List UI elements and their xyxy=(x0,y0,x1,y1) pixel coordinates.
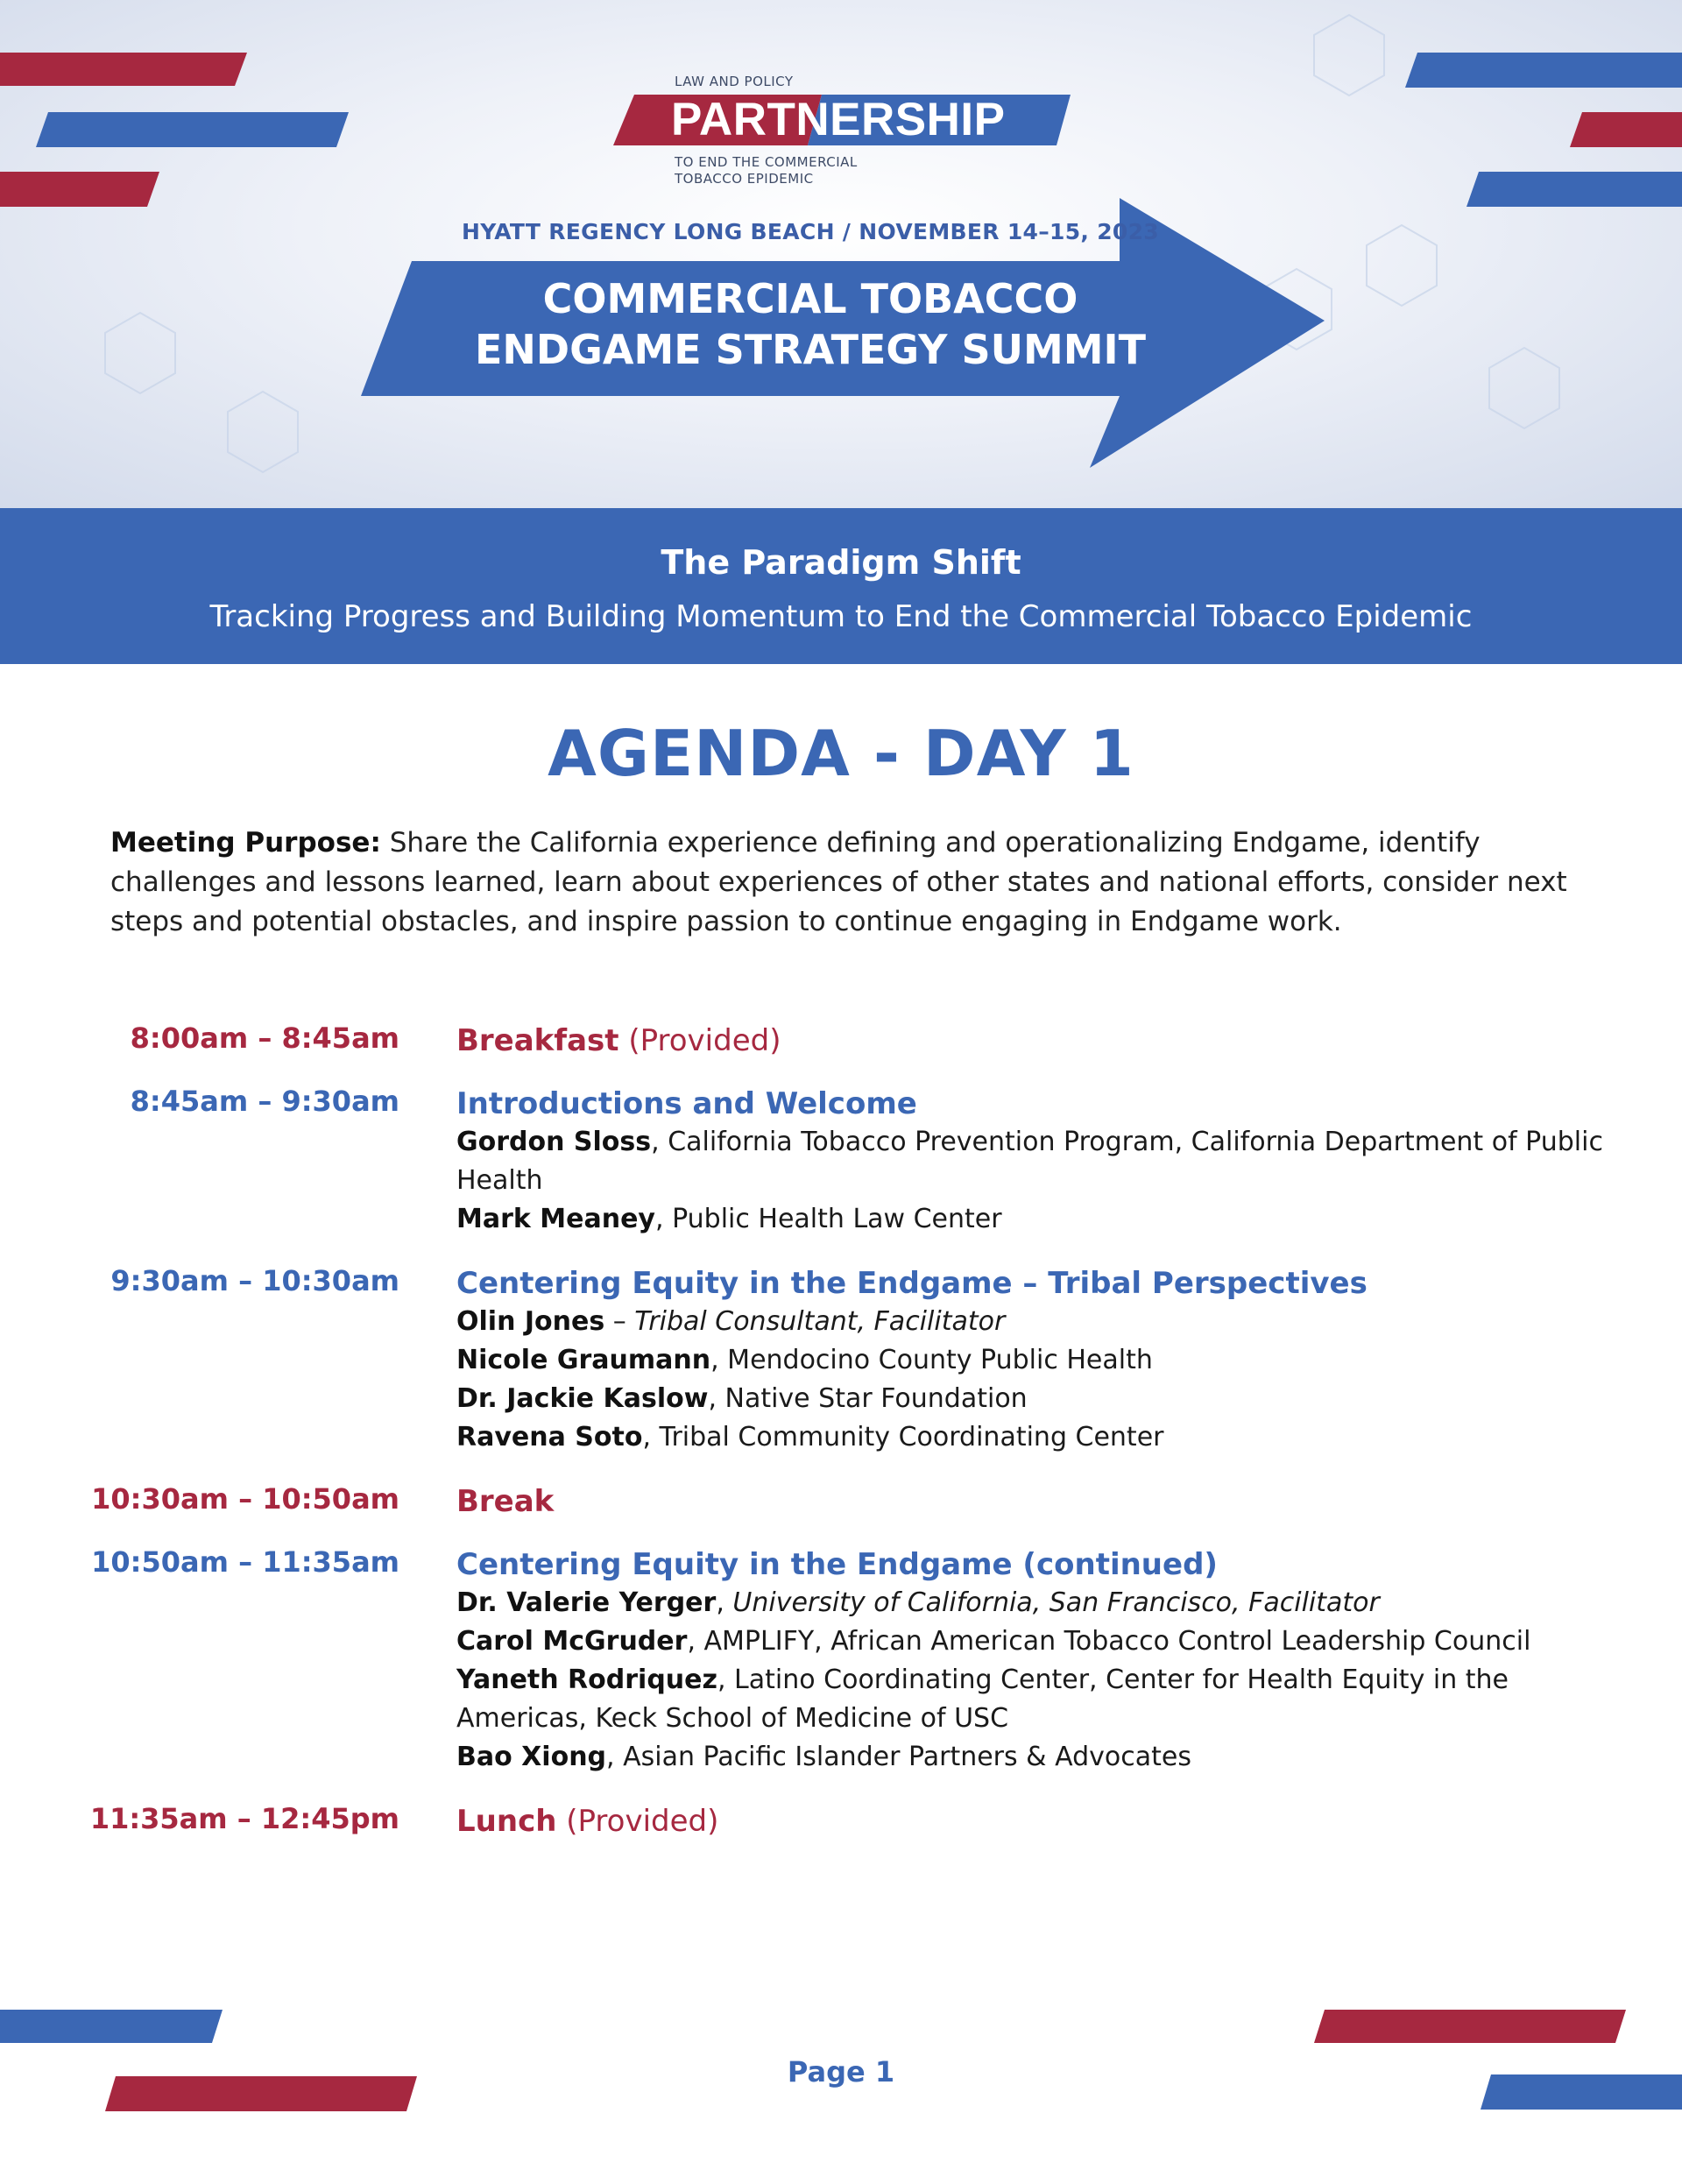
banner-title: The Paradigm Shift xyxy=(661,543,1021,582)
speaker-affiliation: , Public Health Law Center xyxy=(655,1204,1002,1234)
speaker-name: Gordon Sloss xyxy=(456,1127,652,1157)
session-time: 8:00am – 8:45am xyxy=(130,1021,399,1055)
speaker-name: Ravena Soto xyxy=(456,1422,643,1452)
speaker-entry xyxy=(456,1341,1622,1380)
purpose-text: Share the California experience defining and operationalizing Endgame, identify challenges and lessons learned, learn about experiences of other states and national efforts, consider next steps and potential obstacles, and inspire passion to continue engaging in Endgame work. xyxy=(110,827,1567,937)
session-title: Centering Equity in the Endgame – Tribal Perspectives xyxy=(456,1266,1368,1301)
speaker-entry xyxy=(456,1418,1622,1457)
page-number: Page 1 xyxy=(787,2055,895,2089)
header-decoration xyxy=(0,0,1682,508)
speaker-affiliation: , xyxy=(716,1587,733,1618)
speaker-name: Nicole Graumann xyxy=(456,1345,711,1375)
session-time: 10:30am – 10:50am xyxy=(91,1482,399,1516)
meeting-purpose xyxy=(110,823,1582,942)
session-title: Centering Equity in the Endgame (continued) xyxy=(456,1547,1218,1582)
speaker-role: Tribal Consultant, Facilitator xyxy=(634,1306,1006,1337)
logo-top-text: LAW AND POLICY xyxy=(675,74,794,89)
header-graphic xyxy=(0,0,1682,508)
summit-title xyxy=(420,273,1200,375)
speaker-name: Olin Jones xyxy=(456,1306,605,1337)
summit-title-line1: COMMERCIAL TOBACCO xyxy=(542,275,1078,322)
logo-tagline-line1: TO END THE COMMERCIAL xyxy=(675,154,858,170)
session-title: Break xyxy=(456,1484,555,1519)
session-time: 9:30am – 10:30am xyxy=(110,1264,399,1297)
logo-wordmark: PARTNERSHIP xyxy=(671,94,1006,145)
speaker-name: Mark Meaney xyxy=(456,1204,655,1234)
venue-date: HYATT REGENCY LONG BEACH / NOVEMBER 14–15, 2023 xyxy=(461,219,1159,244)
speaker-entry xyxy=(456,1584,1622,1622)
speaker-affiliation: , Asian Pacific Islander Partners & Advocates xyxy=(606,1742,1191,1772)
speaker-name: Dr. Valerie Yerger xyxy=(456,1587,717,1618)
speaker-name: Dr. Jackie Kaslow xyxy=(456,1383,709,1414)
banner-subtitle: Tracking Progress and Building Momentum to End the Commercial Tobacco Epidemic xyxy=(209,599,1473,634)
logo-tagline-line2: TOBACCO EPIDEMIC xyxy=(675,171,814,187)
speaker-affiliation: – xyxy=(604,1306,635,1337)
theme-banner xyxy=(0,508,1682,664)
speaker-affiliation: , Latino Coordinating Center, Center for Health Equity in the Americas, Keck School of Medicine of USC xyxy=(456,1665,1509,1734)
session-title xyxy=(456,1021,1622,1060)
session-title-text: Breakfast xyxy=(456,1023,619,1058)
speaker-entry xyxy=(456,1738,1622,1777)
session-time: 10:50am – 11:35am xyxy=(91,1545,399,1579)
session-title xyxy=(456,1802,1622,1841)
session-note: (Provided) xyxy=(556,1804,719,1839)
speaker-role: University of California, San Francisco, Facilitator xyxy=(732,1587,1380,1618)
speaker-entry xyxy=(456,1622,1622,1661)
speaker-entry xyxy=(456,1303,1622,1341)
speaker-affiliation: , Native Star Foundation xyxy=(708,1383,1028,1414)
speaker-name: Carol McGruder xyxy=(456,1626,688,1657)
speaker-affiliation: , Mendocino County Public Health xyxy=(710,1345,1153,1375)
speaker-name: Yaneth Rodriquez xyxy=(456,1665,717,1695)
session-title-text: Lunch xyxy=(456,1804,557,1839)
speaker-affiliation: , AMPLIFY, African American Tobacco Control Leadership Council xyxy=(687,1626,1531,1657)
logo-tagline xyxy=(675,154,902,187)
speaker-name: Bao Xiong xyxy=(456,1742,607,1772)
agenda-title: AGENDA - DAY 1 xyxy=(548,717,1134,790)
speaker-entry xyxy=(456,1200,1622,1239)
speaker-affiliation: , Tribal Community Coordinating Center xyxy=(642,1422,1164,1452)
session-time: 8:45am – 9:30am xyxy=(130,1085,399,1118)
purpose-label: Meeting Purpose: xyxy=(110,827,381,859)
session-title: Introductions and Welcome xyxy=(456,1086,917,1121)
speaker-entry xyxy=(456,1380,1622,1418)
summit-title-line2: ENDGAME STRATEGY SUMMIT xyxy=(474,326,1147,373)
session-time: 11:35am – 12:45pm xyxy=(89,1802,399,1835)
speaker-entry xyxy=(456,1123,1622,1200)
speaker-affiliation: , California Tobacco Prevention Program, California Department of Public Health xyxy=(456,1127,1603,1196)
session-note: (Provided) xyxy=(618,1023,781,1058)
speaker-entry xyxy=(456,1661,1622,1738)
